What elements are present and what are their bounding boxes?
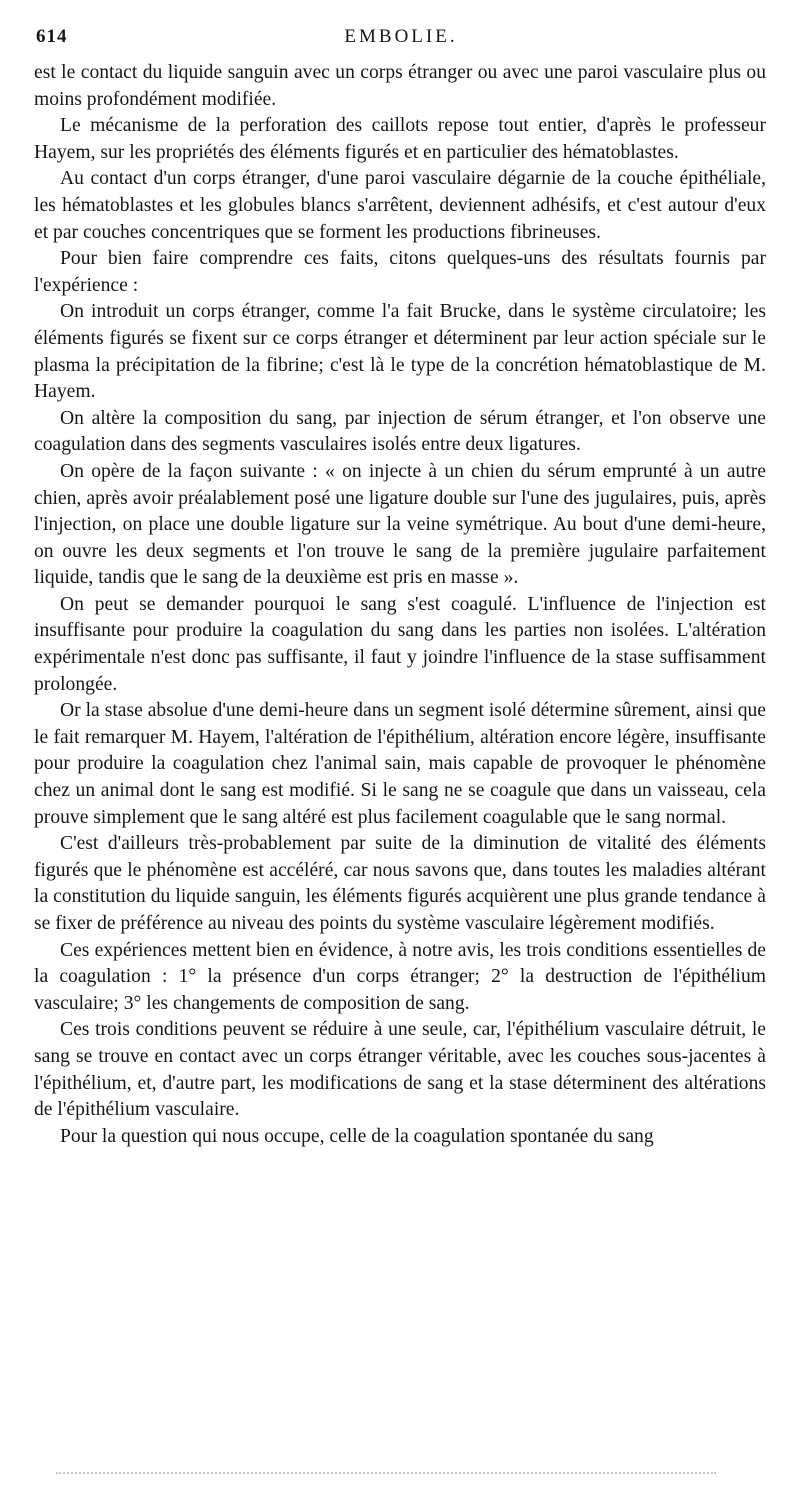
paragraph: On peut se demander pourquoi le sang s'est coagulé. L'influence de l'injection est insuffisante pour produire la coagulation du sang dans les parties non isolées. L'altération expérimentale n'est donc pas suffisante, il faut y joindre l'influence de la stase suffisamment prolongée. — [34, 593, 766, 695]
paragraph: Pour bien faire comprendre ces faits, citons quelques-uns des résultats fournis par l'expérience : — [34, 248, 766, 296]
running-title: EMBOLIE. — [344, 26, 458, 47]
faint-bleed-through-marks — [56, 1472, 716, 1478]
paragraph: est le contact du liquide sanguin avec un corps étranger ou avec une paroi vasculaire plus ou moins profondément modifiée. — [34, 62, 766, 110]
paragraph: Le mécanisme de la perforation des caillots repose tout entier, d'après le professeur Hayem, sur les propriétés des éléments figurés et en particulier des hématoblastes. — [34, 115, 766, 163]
paragraph: Ces trois conditions peuvent se réduire à une seule, car, l'épithélium vasculaire détruit, le sang se trouve en contact avec un corps étranger véritable, avec les couches sous-jacentes à l'épithélium, et, d'autre part, les modifications de sang et la stase déterminent des altérations de l'épithélium vasculaire. — [34, 1019, 766, 1121]
paragraph: C'est d'ailleurs très-probablement par suite de la diminution de vitalité des éléments figurés que le phénomène est accéléré, car nous savons que, dans toutes les maladies altérant la constitution du liquide sanguin, les éléments figurés acquièrent une plus grande tendance à se fixer de préférence au niveau des points du système vasculaire légèrement modifiés. — [34, 833, 766, 934]
body-text — [34, 60, 766, 1150]
page-header — [36, 26, 766, 54]
paragraph: On opère de la façon suivante : « on injecte à un chien du sérum emprunté à un autre chien, après avoir préalablement posé une ligature double sur l'une des jugulaires, puis, après l'injection, on place une double ligature sur la veine symétrique. Au bout d'une demi-heure, on ouvre les deux segments et l'on trouve le sang de la première jugulaire parfaitement liquide, tandis que le sang de la deuxième est pris en masse ». — [34, 460, 766, 589]
paragraph: On altère la composition du sang, par injection de sérum étranger, et l'on observe une coagulation dans des segments vasculaires isolés entre deux ligatures. — [34, 407, 766, 456]
paragraph: Au contact d'un corps étranger, d'une paroi vasculaire dégarnie de la couche épithéliale, les hématoblastes et les globules blancs s'arrêtent, deviennent adhésifs, et c'est autour d'eux et par couches concentriques que se forment les productions fibrineuses. — [34, 168, 766, 243]
paragraph: Or la stase absolue d'une demi-heure dans un segment isolé détermine sûrement, ainsi que le fait remarquer M. Hayem, l'altération de l'épithélium, altération encore légère, insuffisante pour produire la coagulation chez l'animal sain, mais capable de provoquer le phénomène chez un animal dont le sang est modifié. Si le sang ne se coagule que dans un vaisseau, cela prouve simplement que le sang altéré est plus facilement coagulable que le sang normal. — [34, 700, 766, 828]
page-number: 614 — [36, 26, 68, 47]
paragraph: On introduit un corps étranger, comme l'a fait Brucke, dans le système circulatoire; les éléments figurés se fixent sur ce corps étranger et déterminent par leur action spéciale sur le plasma la précipitation de la fibrine; c'est là le type de la concrétion hématoblastique de M. Hayem. — [34, 301, 766, 403]
paragraph: Ces expériences mettent bien en évidence, à notre avis, les trois conditions essentielles de la coagulation : 1° la présence d'un corps étranger; 2° la destruction de l'épithélium vasculaire; 3° les changements de composition de sang. — [34, 939, 766, 1014]
paragraph: Pour la question qui nous occupe, celle de la coagulation spontanée du sang — [60, 1125, 654, 1147]
